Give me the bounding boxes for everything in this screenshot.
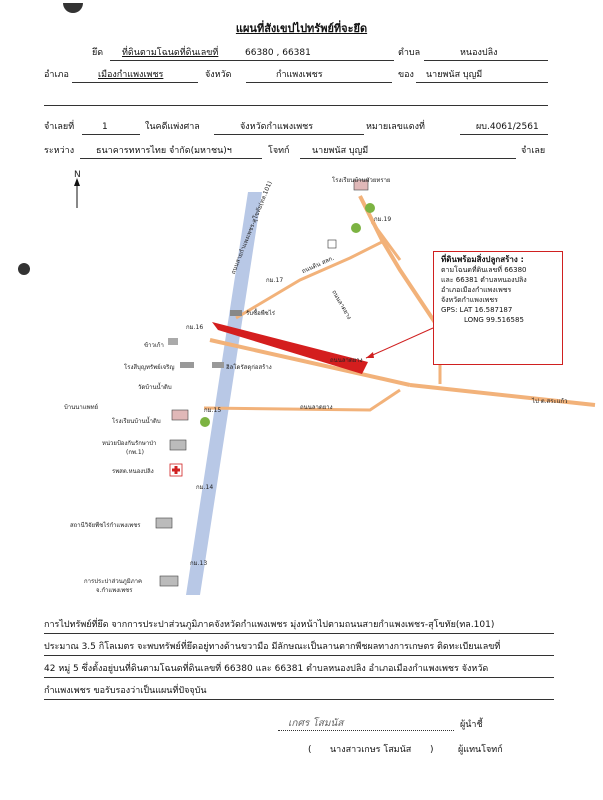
map-label-route101: ถนนสายกำแพงเพชร-สุโขทัย(ทล.101)	[229, 180, 274, 276]
underline-row4a	[80, 158, 262, 159]
label-defendant-no: จำเลยที่	[44, 122, 75, 132]
callout-line4: จังหวัดกำแพงเพชร	[441, 296, 498, 304]
map-label-school-top: โรงเรียนบ้านหัวยทราย	[332, 177, 391, 184]
road-north-east	[360, 196, 440, 330]
directions-underline4	[44, 699, 554, 700]
underline-row3b	[214, 134, 364, 135]
map-label-to-right: ไป ต.สระแก้ว	[532, 398, 568, 405]
blank-line	[44, 105, 548, 106]
callout-line2: และ 66381 ตำบลหนองปลิง	[441, 276, 527, 284]
map-label-rubber: รับซื้อพืชไร่	[246, 310, 275, 317]
map-label-km16: กม.16	[186, 324, 204, 331]
signature-line	[278, 730, 454, 731]
label-of: ของ	[398, 70, 414, 80]
label-case-no: หมายเลขแดงที่	[366, 122, 425, 132]
value-defendant-no: 1	[102, 122, 108, 132]
value-plaintiff: ธนาคารทหารไทย จำกัด(มหาชน)ฯ	[96, 146, 232, 156]
map-label-hospital: รพสต.หนองปลิง	[112, 468, 154, 475]
label-subdistrict: ตำบล	[398, 48, 421, 58]
label-court: ในคดีแพ่งศาล	[145, 122, 200, 132]
document-title: แผนที่สังเขปไปทรัพย์ที่จะยึด	[235, 22, 368, 35]
rubber-icon	[230, 310, 242, 316]
map-label-rice-mill: โรงสีบุญทรัพย์เจริญ	[124, 364, 175, 371]
value-deed-numbers: 66380 , 66381	[245, 48, 311, 58]
underline-row3c	[460, 134, 548, 135]
map-label-school-mid: โรงเรียนบ้านน้ำดิบ	[112, 418, 161, 425]
callout-line1: ตามโฉนดที่ดินเลขที่ 66380	[441, 266, 527, 274]
route-marker-icon	[351, 223, 361, 233]
label-district: อำเภอ	[44, 70, 69, 80]
map-label-police-sub: (กพ.1)	[126, 449, 144, 456]
map-label-construction: ฮิลโดรัสดุก่อสร้าง	[226, 364, 272, 371]
map-label-km19: กม.19	[374, 216, 392, 223]
map-label-pea: การประปาส่วนภูมิภาค	[84, 578, 143, 585]
underline-row2a	[72, 82, 198, 83]
parcel-callout	[433, 251, 563, 365]
signature-role1: ผู้นำชี้	[460, 720, 483, 730]
label-seize: ยึด	[92, 48, 104, 58]
map-label-police: หน่วยป้องกันรักษาป่า	[102, 440, 157, 447]
directions-underline2	[44, 655, 554, 656]
map-label-pea-sub: จ.กำแพงเพชร	[96, 587, 133, 594]
map-label-km17: กม.17	[266, 277, 284, 284]
map-label-village: บ้านนาแพทย์	[64, 404, 99, 411]
map-label-rice: ข้าวเก้า	[144, 342, 164, 349]
callout-gps: GPS: LAT 16.587187	[441, 306, 513, 314]
label-plaintiff: โจทก์	[268, 146, 290, 156]
map-label-agri-school: สถานีวิจัยพืชไร่กำแพงเพชร	[70, 522, 141, 529]
callout-line3: อำเภอเมืองกำแพงเพชร	[441, 286, 512, 294]
value-case-no: ผบ.4061/2561	[476, 122, 539, 132]
directions-line2: ประมาณ 3.5 กิโลเมตร จะพบทรัพย์ที่ยึดอยู่ทางด้านขวามือ มีลักษณะเป็นลานตากพืชผลทางการเกษตร ติดทะเบียนเลขที่	[44, 642, 501, 652]
callout-pointer-head-icon	[366, 352, 374, 358]
handwritten-signature: เกศร โสมนัส	[288, 718, 344, 729]
map-label-road-diag: ถนนลาดยาง	[330, 289, 353, 321]
underline-row3a	[82, 134, 140, 135]
directions-underline3	[44, 677, 554, 678]
directions-line1: การไปทรัพย์ที่ยึด จากการประปาส่วนภูมิภาคจังหวัดกำแพงเพชร มุ่งหน้าไปตามถนนสายกำแพงเพชร-สุโขทัย(ทล.101)	[44, 620, 495, 630]
map-label-road-c: ถนนดิน สลก.	[300, 254, 336, 276]
map-label-km13: กม.13	[190, 560, 208, 567]
underline-row1b	[424, 60, 548, 61]
value-court: จังหวัดกำแพงเพชร	[240, 122, 314, 132]
value-province: กำแพงเพชร	[276, 70, 323, 80]
route-marker-icon	[200, 417, 210, 427]
construction-icon	[212, 362, 224, 368]
label-province: จังหวัด	[205, 70, 232, 80]
school-mid-icon	[172, 410, 188, 420]
value-owner: นายพนัส บุญมี	[426, 70, 483, 80]
underline-row4b	[300, 158, 516, 159]
highway-101	[186, 192, 262, 595]
rice-icon	[168, 338, 178, 345]
underline-row1a	[110, 60, 394, 61]
agri-school-icon	[156, 518, 172, 528]
map-label-road-mid: ถนนลาดยาง	[330, 357, 363, 364]
rice-mill-icon	[180, 362, 194, 368]
label-between: ระหว่าง	[44, 146, 75, 156]
pea-icon	[160, 576, 178, 586]
label-defendant: จำเลย	[521, 146, 546, 156]
route-marker-icon	[365, 203, 375, 213]
callout-pointer	[366, 328, 433, 358]
police-icon	[170, 440, 186, 450]
map-label-road-r: ถนนลาดยาง	[300, 404, 333, 411]
road-diagonal	[236, 242, 382, 318]
map-label-temple: วัดบ้านน้ำดิบ	[138, 384, 172, 391]
sketch-map	[0, 160, 603, 600]
signature-role2: ผู้แทนโจทก์	[458, 745, 503, 755]
road-branch	[372, 222, 400, 260]
value-deed-label: ที่ดินตามโฉนดที่ดินเลขที่	[122, 48, 219, 58]
punch-hole-top	[63, 3, 83, 13]
signature-close-paren: )	[430, 745, 434, 755]
value-defendant: นายพนัส บุญมี	[312, 146, 369, 156]
callout-long: LONG 99.516585	[464, 316, 524, 324]
callout-heading: ที่ดินพร้อมสิ่งปลูกสร้าง :	[441, 255, 524, 264]
north-label: N	[74, 170, 81, 180]
directions-underline1	[44, 633, 554, 634]
map-label-km14: กม.14	[196, 484, 214, 491]
map-label-km15: กม.15	[204, 407, 222, 414]
building-small-icon	[328, 240, 336, 248]
underline-row2c	[416, 82, 548, 83]
value-district: เมืองกำแพงเพชร	[98, 70, 164, 80]
signature-name: นางสาวเกษร โสมนัส	[330, 745, 412, 755]
directions-line3: 42 หมู่ 5 ซึ่งตั้งอยู่บนที่ดินตามโฉนดที่ดินเลขที่ 66380 และ 66381 ตำบลหนองปลิง อำเภอเมืองกำแพงเพชร จังหวัด	[44, 664, 489, 674]
directions-line4: กำแพงเพชร ขอรับรองว่าเป็นแผนที่ปัจจุบัน	[44, 686, 207, 696]
value-subdistrict: หนองปลิง	[460, 48, 498, 58]
underline-row2b	[246, 82, 392, 83]
signature-open-paren: (	[308, 745, 312, 755]
